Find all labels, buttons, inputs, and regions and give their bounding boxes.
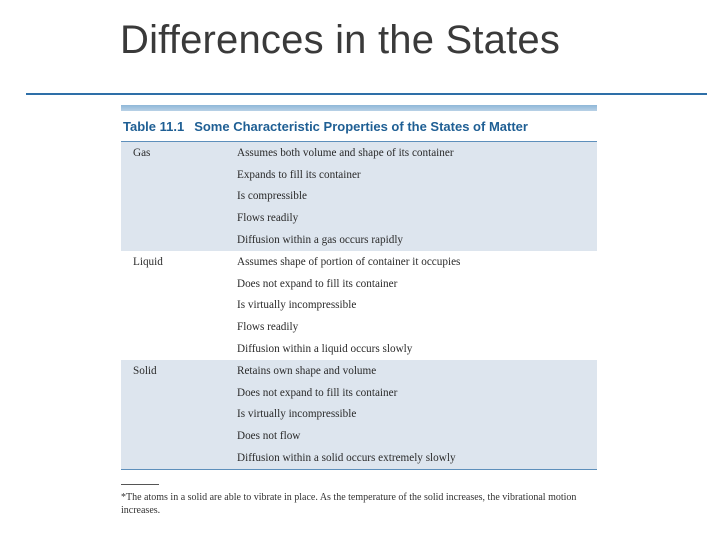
- group-solid: [121, 360, 597, 469]
- table-row: [121, 164, 597, 186]
- property-text: Assumes both volume and shape of its container: [237, 146, 454, 159]
- property-text: Is virtually incompressible: [237, 299, 357, 312]
- slide-title: Differences in the States: [120, 18, 561, 62]
- state-label: Solid: [133, 364, 157, 377]
- table-row: [121, 360, 597, 382]
- title-divider: [26, 93, 707, 95]
- property-text: Does not flow: [237, 430, 301, 443]
- table-row: [121, 142, 597, 164]
- group-liquid: [121, 251, 597, 360]
- property-text: Diffusion within a liquid occurs slowly: [237, 343, 413, 356]
- table-row: [121, 447, 597, 469]
- property-text: Is compressible: [237, 190, 307, 203]
- table-title: Some Characteristic Properties of the States of Matter: [194, 118, 528, 134]
- property-text: Does not expand to fill its container: [237, 277, 398, 290]
- table-number: Table 11.1: [123, 118, 185, 134]
- properties-table: [121, 105, 597, 470]
- table-row: [121, 186, 597, 208]
- group-gas: [121, 142, 597, 251]
- table-row: [121, 273, 597, 295]
- table-row: [121, 338, 597, 360]
- table-footnote: *The atoms in a solid are able to vibrate in place. As the temperature of the solid increases, the vibrational motion increases.: [121, 492, 577, 516]
- table-row: [121, 251, 597, 273]
- table-row: [121, 207, 597, 229]
- table-row: [121, 316, 597, 338]
- footnote-divider: [121, 484, 159, 485]
- table-bottom-rule: [121, 469, 597, 471]
- table-row: [121, 382, 597, 404]
- property-text: Does not expand to fill its container: [237, 386, 398, 399]
- property-text: Expands to fill its container: [237, 168, 361, 181]
- property-text: Diffusion within a gas occurs rapidly: [237, 234, 404, 247]
- table-row: [121, 295, 597, 317]
- state-label: Liquid: [133, 255, 163, 268]
- property-text: Assumes shape of portion of container it occupies: [237, 255, 461, 268]
- state-label: Gas: [133, 146, 151, 159]
- property-text: Is virtually incompressible: [237, 408, 357, 421]
- property-text: Flows readily: [237, 212, 299, 225]
- property-text: Retains own shape and volume: [237, 364, 377, 377]
- table-caption: [121, 111, 597, 142]
- property-text: Diffusion within a solid occurs extremely slowly: [237, 452, 456, 465]
- table-row: [121, 229, 597, 251]
- property-text: Flows readily: [237, 321, 299, 334]
- table-row: [121, 404, 597, 426]
- table-row: [121, 425, 597, 447]
